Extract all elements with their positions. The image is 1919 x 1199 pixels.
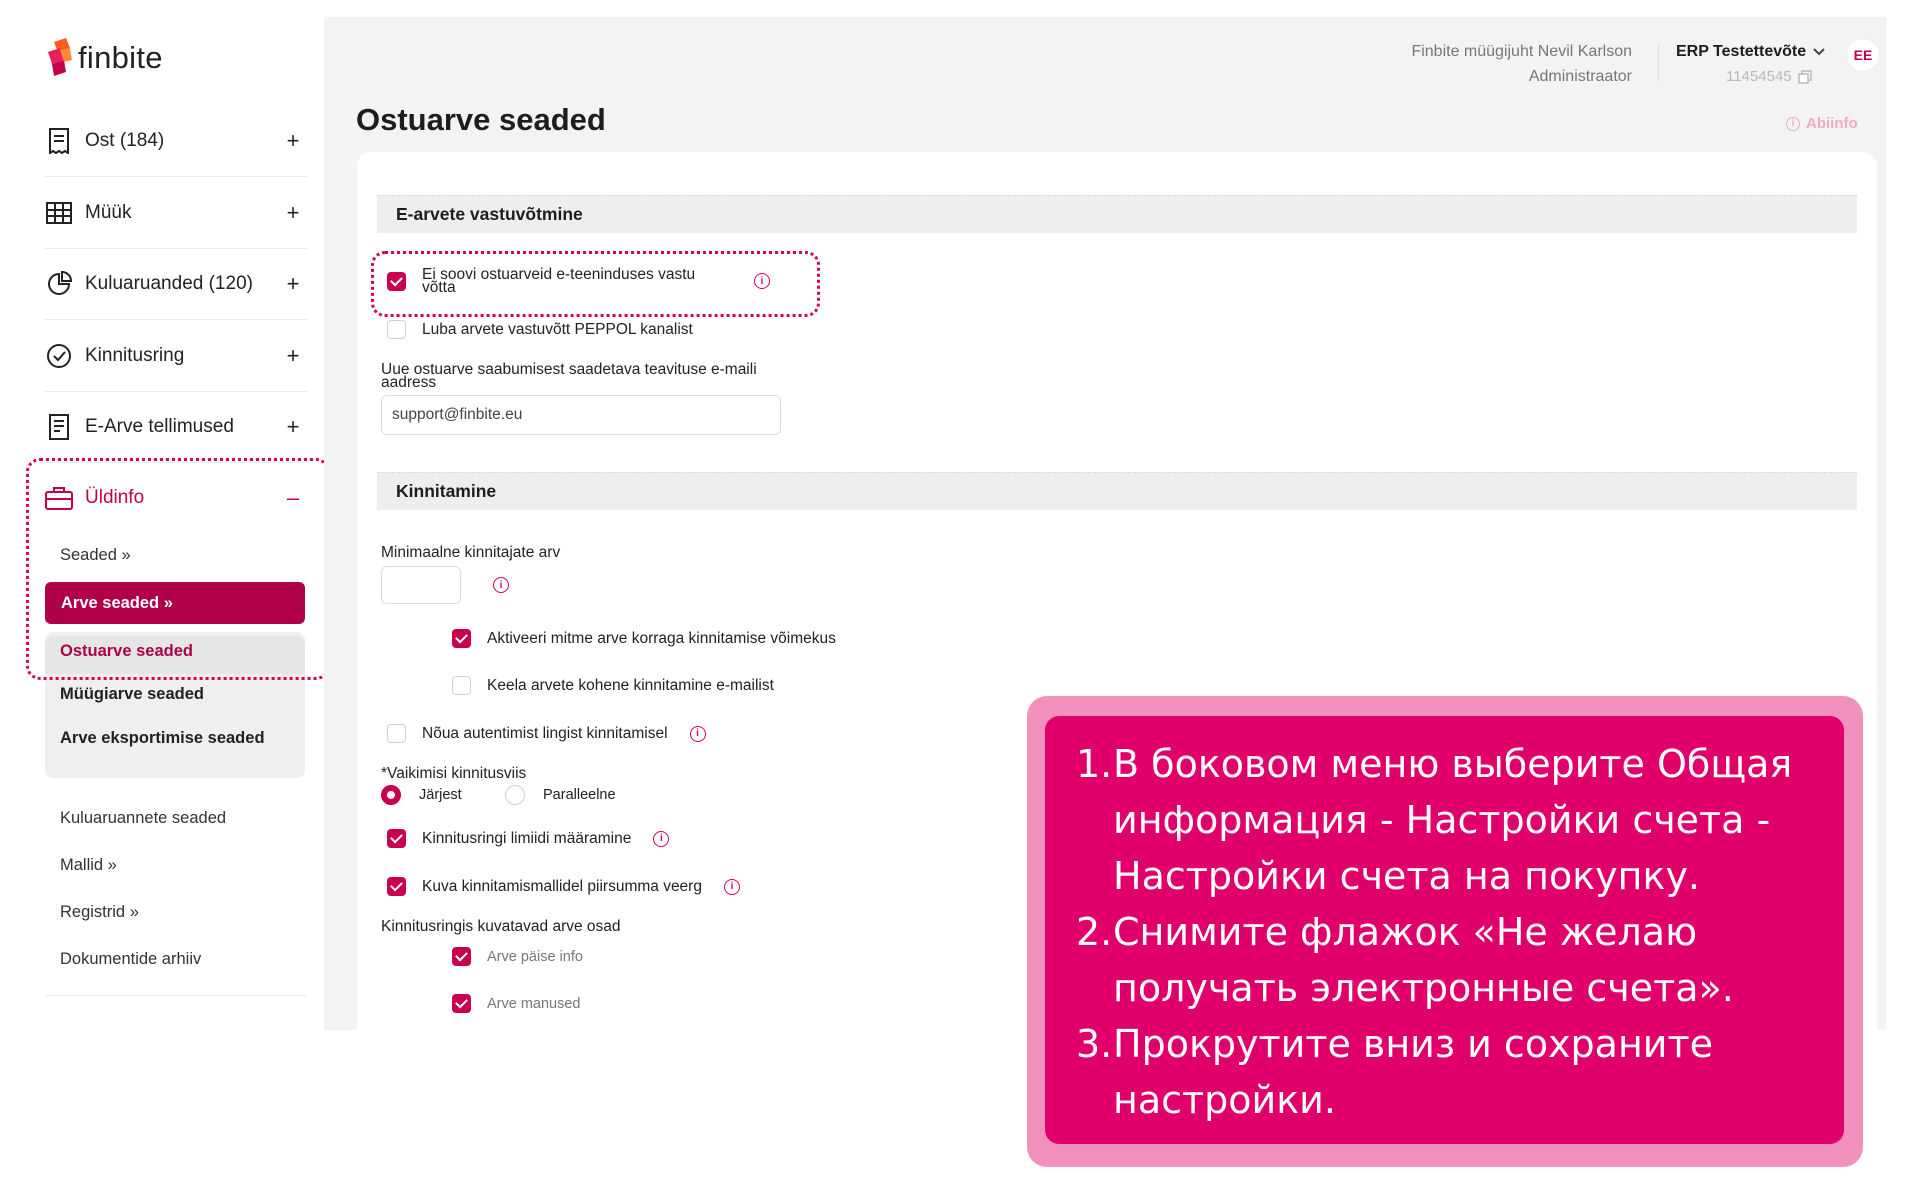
step-text-line: настройки. xyxy=(1113,1078,1336,1122)
sidebar-item-label: Kuluaruanded (120) xyxy=(85,273,253,294)
checkbox-keela[interactable] xyxy=(452,676,471,695)
radio-group-approval xyxy=(381,785,616,805)
checkbox-piirsumma[interactable] xyxy=(387,877,406,896)
step-text-line: информация - Настройки счета - xyxy=(1113,798,1771,842)
min-approvers-label: Minimaalne kinnitajate arv xyxy=(381,544,561,561)
checkbox-label: Keela arvete kohene kinnitamine e-mailist xyxy=(487,676,774,694)
sidebar-sub-arve-seaded[interactable]: Arve seaded » xyxy=(45,582,305,624)
email-label xyxy=(381,363,757,389)
checkbox-row-aktiveeri[interactable] xyxy=(452,629,836,648)
expand-icon[interactable]: + xyxy=(286,128,300,153)
default-approval-label: *Vaikimisi kinnitusviis xyxy=(381,765,527,782)
checkbox-row-manused[interactable] xyxy=(452,994,581,1013)
sidebar-item-muuk[interactable] xyxy=(45,178,307,249)
sidebar-item-label: Ost (184) xyxy=(85,130,165,151)
copy-icon[interactable] xyxy=(1798,70,1812,84)
expand-icon[interactable]: + xyxy=(286,414,300,439)
radio-paralleelne[interactable] xyxy=(505,785,525,805)
step-number: 1. xyxy=(1076,742,1113,786)
step-text-line: В боковом меню выберите Общая xyxy=(1113,742,1793,786)
expand-icon[interactable]: + xyxy=(286,343,300,368)
header-divider xyxy=(1658,43,1659,81)
info-icon[interactable]: i xyxy=(653,831,669,847)
radio-jarjest[interactable] xyxy=(381,785,401,805)
sidebar-item-label: Müük xyxy=(85,202,132,223)
user-role: Administraator xyxy=(1528,68,1632,85)
checkbox-label: Ei soovi ostuarveid e-teeninduses vastu xyxy=(422,266,696,283)
checkbox-label: Aktiveeri mitme arve korraga kinnitamise võimekus xyxy=(487,629,836,647)
sidebar-item-label: Üldinfo xyxy=(85,487,145,508)
sidebar-highlight-box xyxy=(26,458,330,680)
expand-icon[interactable]: + xyxy=(286,200,300,225)
company-name: ERP Testettevõte xyxy=(1676,43,1807,60)
step-text-line: Снимите флажок «Не желаю xyxy=(1113,910,1698,954)
sidebar-sub-muugiarve-seaded[interactable]: Müügiarve seaded xyxy=(60,685,204,703)
language-badge[interactable]: EE xyxy=(1846,38,1880,72)
instruction-step xyxy=(1045,1016,1844,1128)
checkbox-label: Kuva kinnitamismallidel piirsumma veerg xyxy=(422,877,702,895)
section-title: Kinnitamine xyxy=(396,481,497,501)
section-kinnitamine xyxy=(377,472,1857,510)
user-info[interactable] xyxy=(1411,39,1632,89)
info-icon[interactable]: i xyxy=(724,879,740,895)
expand-icon[interactable]: + xyxy=(286,271,300,296)
checkbox-aktiveeri[interactable] xyxy=(452,629,471,648)
sidebar-item-ost[interactable] xyxy=(45,106,307,177)
checkbox-label: Luba arvete vastuvõtt PEPPOL kanalist xyxy=(422,320,693,338)
sidebar-sub-dokumentide-arhiiv[interactable]: Dokumentide arhiiv xyxy=(60,950,202,968)
brand-name: finbite xyxy=(78,40,163,75)
sidebar-sub-mallid[interactable]: Mallid » xyxy=(60,856,117,874)
checkbox-peppol[interactable] xyxy=(387,320,406,339)
receipt-icon xyxy=(45,127,73,155)
help-label: Abiinfo xyxy=(1806,115,1858,132)
collapse-icon[interactable]: – xyxy=(286,485,300,510)
finbite-logo-icon xyxy=(44,38,74,78)
checkbox-highlight-box xyxy=(371,251,820,317)
sidebar-sub-ostuarve-seaded[interactable]: Ostuarve seaded xyxy=(60,642,193,660)
checkbox-label: Kinnitusringi limiidi määramine xyxy=(422,829,632,847)
section-e-arvete-vastuvotmine xyxy=(377,195,1857,233)
checkbox-row-paise[interactable] xyxy=(452,947,583,966)
info-icon[interactable]: i xyxy=(754,273,770,289)
email-field[interactable]: support@finbite.eu xyxy=(381,395,781,435)
document-icon xyxy=(45,413,73,441)
check-circle-icon xyxy=(45,342,73,370)
email-label-line2: aadress xyxy=(381,374,437,391)
checkbox-label: Arve manused xyxy=(487,995,581,1012)
sidebar-sub-arve-eksport[interactable]: Arve eksportimise seaded xyxy=(60,729,265,747)
page-title: Ostuarve seaded xyxy=(356,102,606,137)
checkbox-row-keela[interactable] xyxy=(452,676,774,695)
email-label-line1: Uue ostuarve saabumisest saadetava teavituse e-maili xyxy=(381,361,757,378)
invoice-parts-label: Kinnitusringis kuvatavad arve osad xyxy=(381,918,621,935)
table-icon xyxy=(45,199,73,227)
step-text-line: получать электронные счета». xyxy=(1113,966,1734,1010)
checkbox-row-piirsumma[interactable] xyxy=(387,877,740,896)
sidebar-item-kinnitusring[interactable] xyxy=(45,321,307,392)
checkbox-label: Nõua autentimist lingist kinnitamisel xyxy=(422,724,668,742)
checkbox-noua[interactable] xyxy=(387,724,406,743)
finbite-logo[interactable] xyxy=(44,38,163,78)
info-icon[interactable]: i xyxy=(493,577,509,593)
sidebar-item-kuluaruanded[interactable] xyxy=(45,249,307,320)
min-approvers-input[interactable] xyxy=(381,566,461,604)
checkbox-manused[interactable] xyxy=(452,994,471,1013)
step-number: 2. xyxy=(1076,910,1113,954)
instruction-step xyxy=(1045,736,1844,904)
radio-label: Järjest xyxy=(419,787,462,803)
checkbox-limiit[interactable] xyxy=(387,829,406,848)
company-switcher[interactable] xyxy=(1676,39,1826,89)
info-icon[interactable]: i xyxy=(690,726,706,742)
instruction-step xyxy=(1045,904,1844,1016)
step-text-line: Настройки счета на покупку. xyxy=(1113,854,1701,898)
step-text-line: Прокрутите вниз и сохраните xyxy=(1113,1022,1714,1066)
checkbox-label-cont: võtta xyxy=(422,279,456,296)
step-number: 3. xyxy=(1076,1022,1113,1066)
checkbox-label: Arve päise info xyxy=(487,948,583,965)
chevron-down-icon xyxy=(1812,47,1826,57)
help-link[interactable] xyxy=(1786,115,1858,132)
sidebar-item-label: E-Arve tellimused xyxy=(85,416,234,437)
sidebar-item-e-arve-tellimused[interactable] xyxy=(45,392,307,463)
sidebar-sub-registrid[interactable]: Registrid » xyxy=(60,903,139,921)
checkbox-paise[interactable] xyxy=(452,947,471,966)
sidebar-sub-seaded[interactable]: Seaded » xyxy=(60,546,131,564)
radio-label: Paralleelne xyxy=(543,787,616,803)
company-code: 11454545 xyxy=(1726,68,1792,85)
checkbox-row-limiit[interactable] xyxy=(387,829,669,848)
sidebar-sub-kuluaruannete-seaded[interactable]: Kuluaruannete seaded xyxy=(60,809,227,827)
sidebar-item-label: Kinnitusring xyxy=(85,345,185,366)
pie-chart-icon xyxy=(45,270,73,298)
section-title: E-arvete vastuvõtmine xyxy=(396,204,583,224)
info-icon: i xyxy=(1786,117,1800,131)
user-name: Finbite müügijuht Nevil Karlson xyxy=(1411,43,1632,60)
checkbox-row-peppol[interactable] xyxy=(387,320,693,339)
instruction-callout xyxy=(1045,716,1844,1144)
sidebar-divider xyxy=(45,995,307,996)
checkbox-row-noua[interactable] xyxy=(387,724,706,743)
